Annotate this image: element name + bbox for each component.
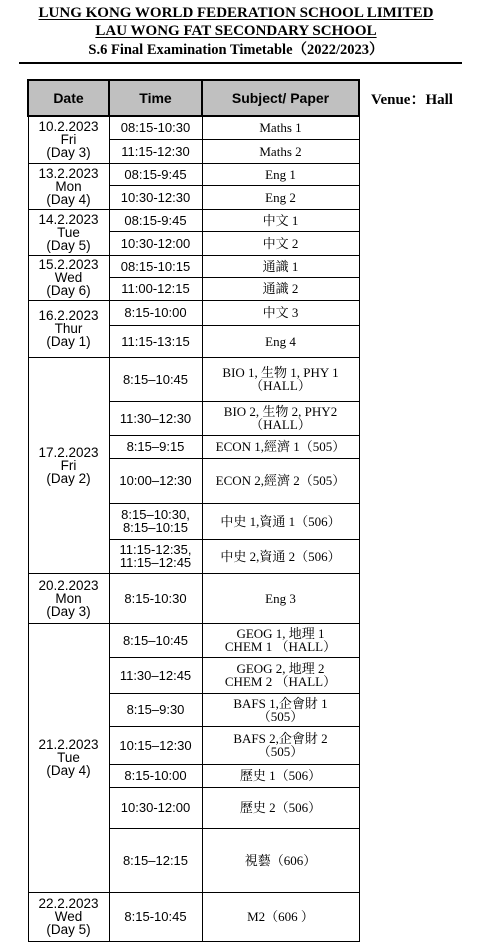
cell-line: 中史 2,資通 2（506） [220, 548, 341, 564]
header-rule [19, 62, 462, 64]
header-row [28, 80, 359, 116]
time-cell [109, 163, 202, 185]
time-cell [109, 300, 202, 325]
cell-line: GEOG 1, 地理 1 [236, 626, 325, 641]
cell-line: 8:15–12:15 [122, 852, 189, 868]
cell-line: (Day 6) [46, 283, 91, 298]
cell-line: Wed [54, 270, 83, 285]
time-cell [109, 209, 202, 231]
time-cell [109, 435, 202, 458]
venue-label: Venue：Hall [371, 92, 453, 108]
subject-cell [202, 573, 359, 623]
time-cell [109, 892, 202, 941]
table-row [28, 300, 359, 325]
cell-line: 08:15-9:45 [124, 166, 187, 182]
cell-line: （505） [257, 744, 304, 759]
cell-line: 通識 2 [262, 281, 299, 296]
time-cell [109, 139, 202, 163]
time-cell [109, 185, 202, 209]
cell-line: 10.2.2023 [38, 119, 99, 135]
cell-line: (Day 2) [46, 470, 91, 486]
cell-line: 22.2.2023 [38, 896, 99, 911]
subject-cell [202, 139, 359, 163]
cell-line: 11:15-13:15 [121, 333, 190, 349]
subject-cell [202, 892, 359, 941]
cell-line: 10:30-12:00 [120, 800, 191, 815]
cell-line: 10:15–12:30 [119, 737, 192, 753]
cell-line: Eng 4 [265, 333, 296, 349]
cell-line: (Day 1) [46, 334, 91, 349]
school-subname: LAU WONG FAT SECONDARY SCHOOL [95, 23, 377, 39]
cell-line: M2（606 ） [247, 909, 314, 924]
cell-line: GEOG 2, 地理 2 [236, 661, 325, 676]
cell-line: 10:00–12:30 [119, 473, 192, 488]
cell-line: (Day 5) [46, 237, 91, 253]
cell-line: Maths 2 [259, 143, 302, 159]
table-row [28, 623, 359, 657]
subject-cell [202, 231, 359, 255]
col-header-subject: Subject/ Paper [202, 80, 359, 116]
time-cell [109, 231, 202, 255]
cell-line: BAFS 1,企會財 1 [233, 695, 328, 711]
cell-line: 17.2.2023 [38, 444, 99, 460]
time-cell [109, 325, 202, 357]
subject-cell [202, 255, 359, 277]
cell-line: 11:15-12:35, [119, 542, 192, 557]
cell-line: 14.2.2023 [38, 211, 99, 227]
cell-line: Wed [54, 909, 83, 924]
cell-line: 8:15-10:30 [124, 590, 187, 606]
exam-timetable [27, 79, 360, 942]
cell-line: 10:30-12:30 [120, 189, 191, 205]
cell-line: (Day 5) [46, 922, 91, 937]
cell-line: 21.2.2023 [38, 737, 99, 752]
date-cell [28, 116, 109, 163]
table-row [28, 892, 359, 941]
cell-line: 8:15-10:00 [124, 305, 187, 320]
table-row [28, 116, 359, 139]
timetable-title: S.6 Final Examination Timetable（2022/2023） [88, 42, 384, 58]
table-row [28, 163, 359, 185]
subject-cell [202, 726, 359, 764]
date-cell [28, 255, 109, 300]
cell-line: （505） [257, 708, 304, 724]
subject-cell [202, 209, 359, 231]
cell-line: 歷史 1（506） [239, 768, 322, 783]
time-cell [109, 828, 202, 892]
cell-line: Tue [57, 750, 80, 765]
date-cell [28, 163, 109, 209]
time-cell [109, 573, 202, 623]
subject-cell [202, 458, 359, 503]
time-cell [109, 623, 202, 657]
cell-line: 歷史 2（506） [239, 800, 322, 815]
cell-line: (Day 3) [46, 145, 91, 161]
subject-cell [202, 657, 359, 693]
cell-line: Eng 3 [265, 590, 296, 606]
table-row [28, 209, 359, 231]
cell-line: BAFS 2,企會財 2 [233, 731, 328, 746]
date-cell [28, 209, 109, 255]
cell-line: Eng 2 [265, 189, 296, 205]
cell-line: 11:15-12:30 [121, 143, 190, 159]
subject-cell [202, 503, 359, 539]
cell-line: (Day 3) [46, 603, 91, 619]
cell-line: 11:15–12:45 [119, 555, 192, 570]
cell-line: Fri [60, 457, 77, 473]
cell-line: CHEM 2 （HALL） [224, 674, 337, 689]
cell-line: Mon [55, 590, 82, 606]
time-cell [109, 116, 202, 139]
cell-line: 11:30–12:30 [119, 410, 192, 426]
date-cell [28, 623, 109, 892]
cell-line: Tue [57, 224, 80, 240]
table-row [28, 255, 359, 277]
cell-line: 中史 1,資通 1（506） [220, 513, 341, 529]
col-header-date: Date [28, 80, 109, 116]
cell-line: 20.2.2023 [38, 577, 99, 593]
subject-cell [202, 401, 359, 435]
cell-line: Mon [55, 178, 82, 194]
cell-line: 中文 3 [262, 305, 299, 320]
cell-line: 08:15-9:45 [124, 212, 187, 228]
cell-line: 13.2.2023 [38, 165, 99, 181]
col-header-time: Time [109, 80, 202, 116]
cell-line: 8:15–10:15 [122, 520, 189, 535]
time-cell [109, 277, 202, 300]
date-cell [28, 357, 109, 573]
time-cell [109, 503, 202, 539]
cell-line: 08:15-10:30 [120, 120, 191, 136]
subject-cell [202, 185, 359, 209]
date-cell [28, 573, 109, 623]
cell-line: ECON 2,經濟 2（505） [215, 473, 346, 488]
cell-line: 10:30-12:00 [120, 235, 191, 251]
cell-line: 8:15-10:45 [124, 909, 187, 924]
cell-line: Fri [60, 132, 77, 148]
cell-line: (Day 4) [46, 763, 91, 778]
cell-line: CHEM 1 （HALL） [224, 639, 337, 654]
subject-cell [202, 300, 359, 325]
cell-line: 15.2.2023 [38, 257, 99, 272]
cell-line: 中文 1 [262, 212, 299, 228]
cell-line: 11:30–12:45 [119, 667, 192, 683]
subject-cell [202, 764, 359, 787]
time-cell [109, 357, 202, 401]
cell-line: BIO 2, 生物 2, PHY2 [223, 404, 338, 419]
cell-line: 通識 1 [262, 258, 299, 274]
cell-line: ECON 1,經濟 1（505） [215, 439, 346, 454]
subject-cell [202, 828, 359, 892]
subject-cell [202, 163, 359, 185]
subject-cell [202, 539, 359, 573]
date-cell [28, 892, 109, 941]
time-cell [109, 458, 202, 503]
subject-cell [202, 435, 359, 458]
cell-line: Eng 1 [265, 166, 296, 182]
subject-cell [202, 116, 359, 139]
table-row [28, 573, 359, 623]
time-cell [109, 657, 202, 693]
cell-line: Maths 1 [259, 120, 302, 136]
cell-line: 11:00-12:15 [121, 281, 190, 296]
cell-line: 8:15–10:45 [122, 371, 189, 387]
cell-line: 8:15–9:15 [126, 439, 185, 454]
cell-line: （HALL） [250, 378, 311, 393]
cell-line: 8:15-10:00 [124, 768, 187, 783]
school-name: LUNG KONG WORLD FEDERATION SCHOOL LIMITED [38, 5, 434, 21]
cell-line: 視藝（606） [244, 852, 317, 868]
time-cell [109, 255, 202, 277]
time-cell [109, 726, 202, 764]
cell-line: BIO 1, 生物 1, PHY 1 [222, 365, 339, 380]
time-cell [109, 401, 202, 435]
cell-line: （HALL） [250, 417, 311, 432]
cell-line: 16.2.2023 [38, 308, 99, 323]
subject-cell [202, 623, 359, 657]
cell-line: Thur [54, 321, 83, 336]
time-cell [109, 539, 202, 573]
cell-line: (Day 4) [46, 191, 91, 207]
date-cell [28, 300, 109, 357]
subject-cell [202, 325, 359, 357]
subject-cell [202, 277, 359, 300]
cell-line: 中文 2 [262, 235, 299, 251]
subject-cell [202, 357, 359, 401]
cell-line: 8:15–10:30, [121, 507, 190, 522]
subject-cell [202, 693, 359, 726]
cell-line: 8:15–9:30 [126, 702, 185, 717]
cell-line: 8:15–10:45 [122, 632, 189, 648]
table-row [28, 357, 359, 401]
cell-line: 08:15-10:15 [120, 258, 191, 274]
time-cell [109, 764, 202, 787]
subject-cell [202, 787, 359, 828]
time-cell [109, 693, 202, 726]
time-cell [109, 787, 202, 828]
